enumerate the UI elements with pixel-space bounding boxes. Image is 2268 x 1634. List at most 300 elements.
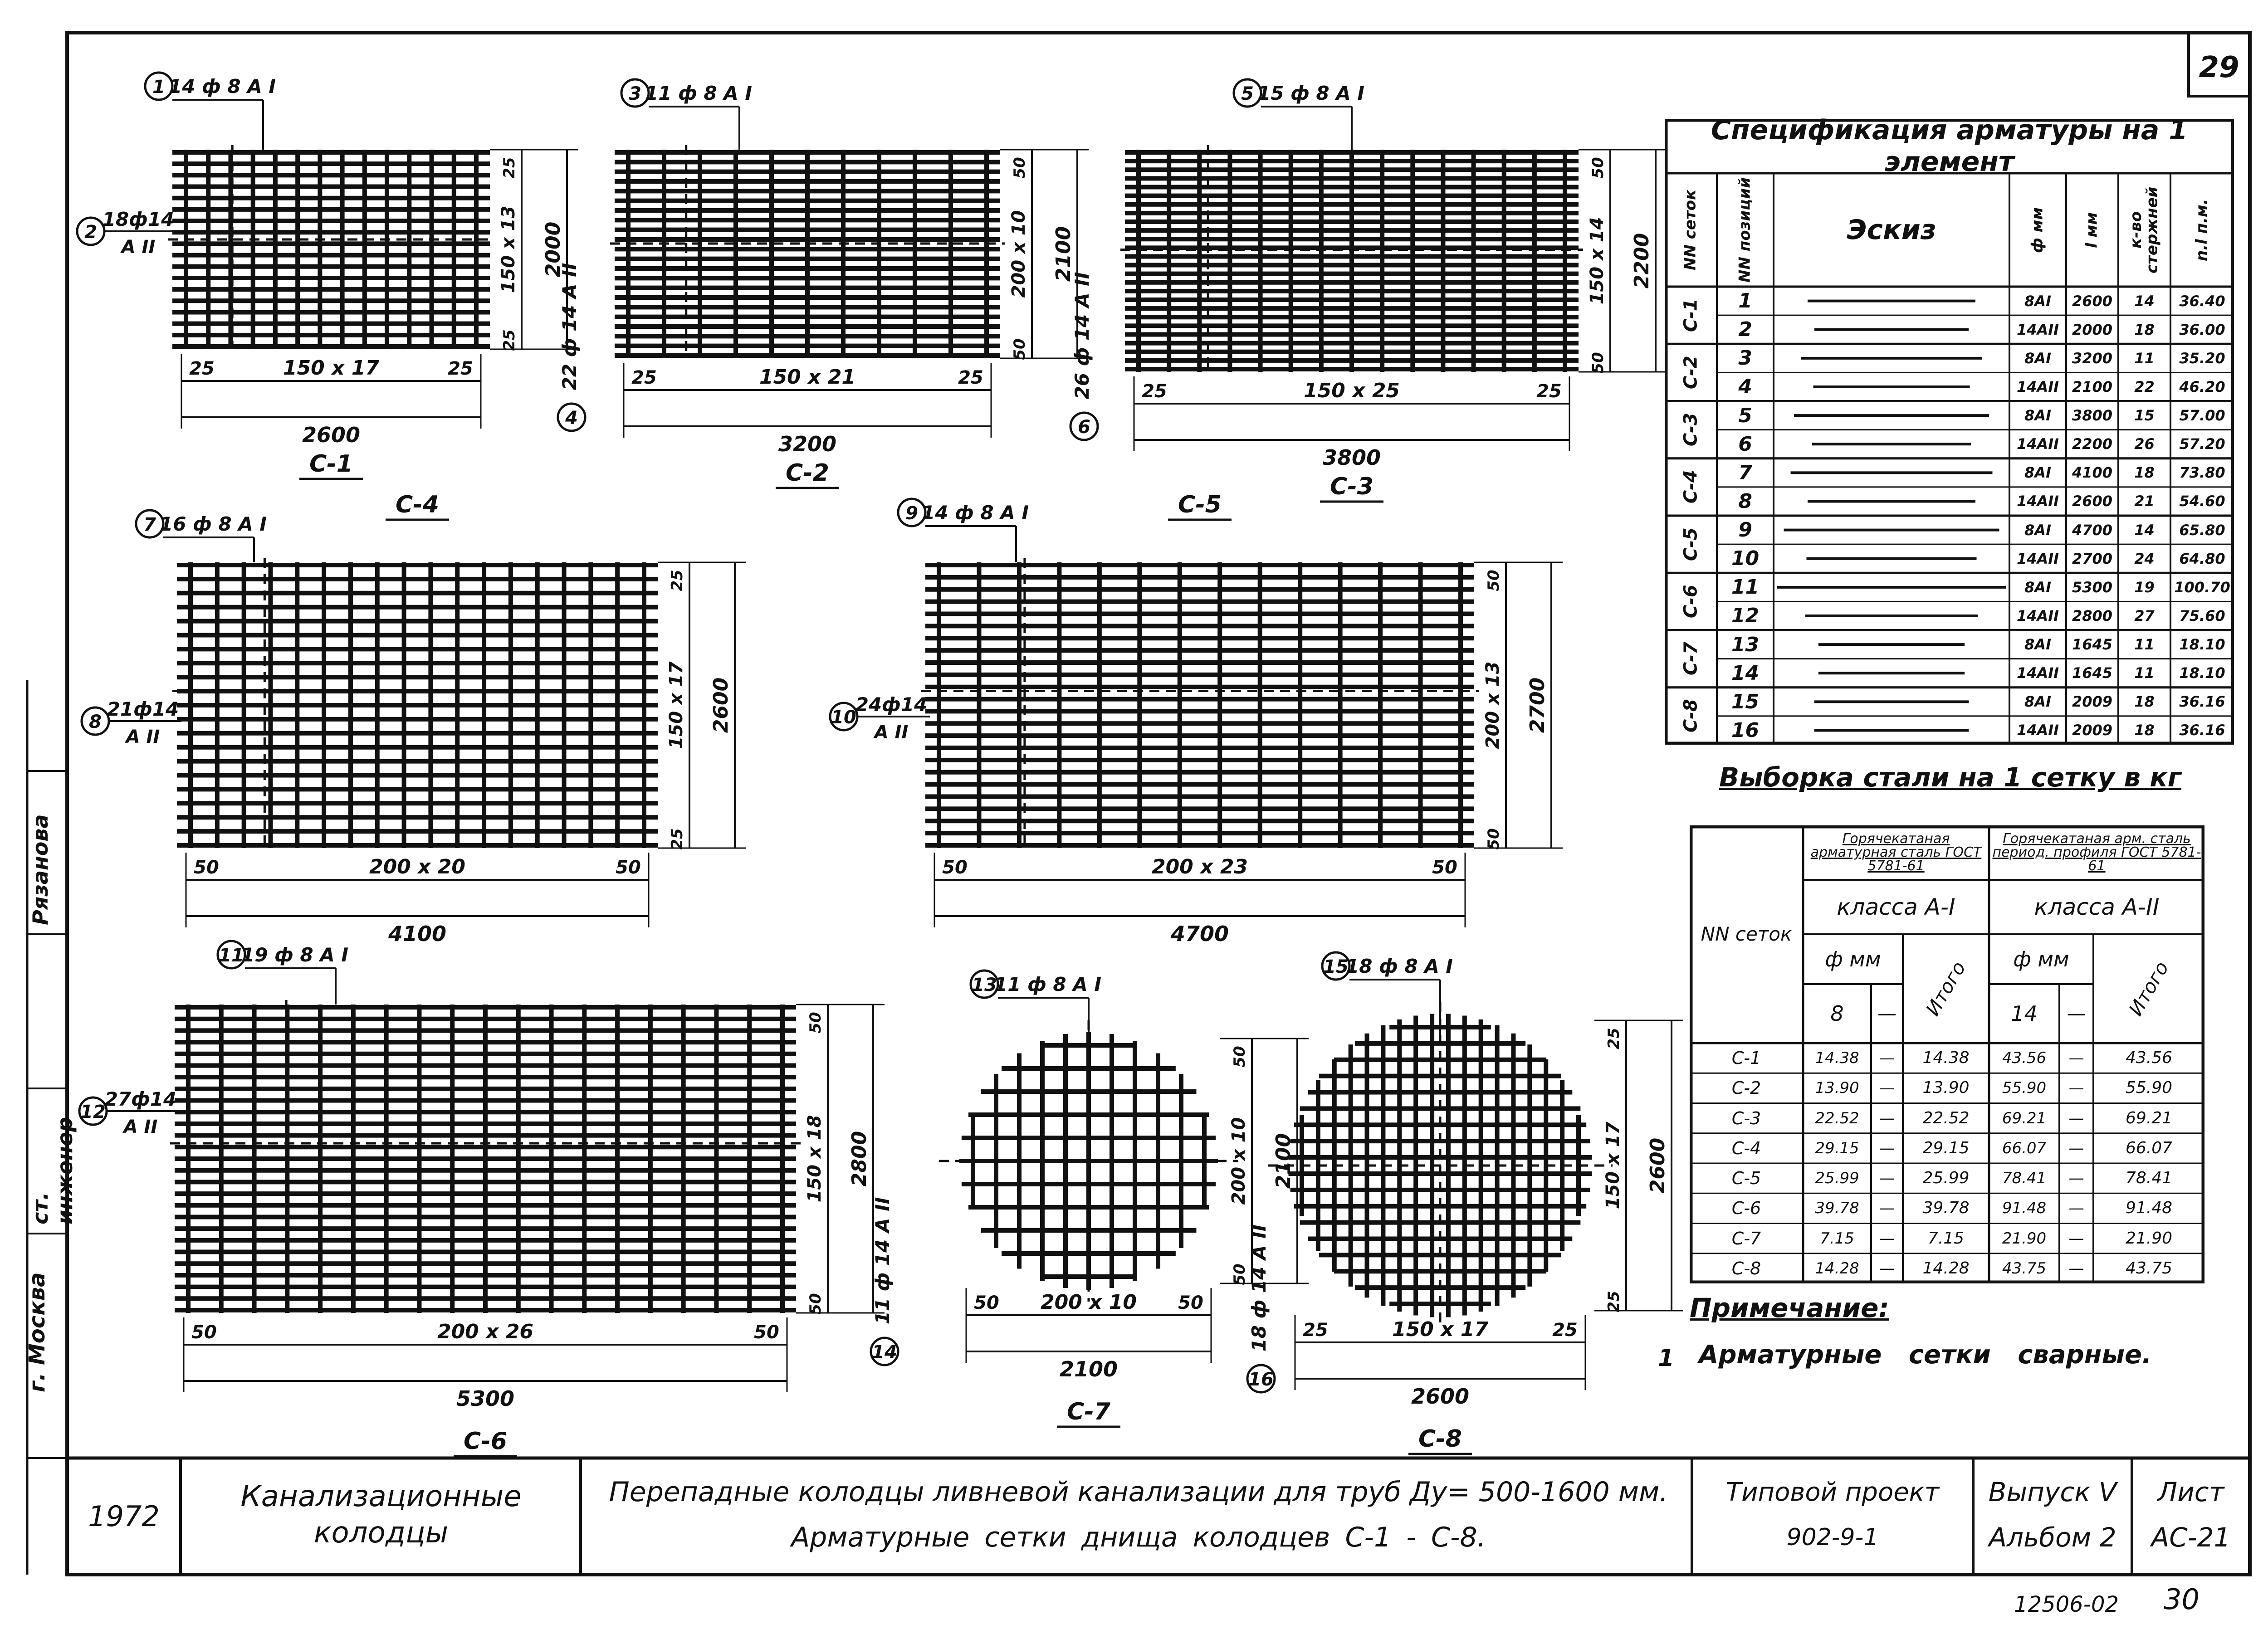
dim-height: 2000 — [542, 221, 565, 278]
steel-cell-a1: 39.78 — [1815, 1199, 1859, 1218]
note-text: Арматурные сетки сварные. — [1699, 1340, 2152, 1370]
dim-vedge-bottom: 50 — [1011, 338, 1029, 360]
dim-vedge-top: 50 — [1589, 157, 1607, 179]
spec-cell-n: 14 — [2134, 292, 2155, 310]
archive-page: 30 — [2164, 1583, 2200, 1616]
tb-title-line1: Перепадные колодцы ливневой канализации для труб Ду= 500-1600 мм. — [609, 1476, 1668, 1508]
dim-width: 3200 — [778, 432, 837, 456]
steel-cell-set: С-8 — [1731, 1258, 1761, 1278]
dim-edge-right: 50 — [616, 857, 641, 878]
spec-header-cell: ф мм — [2028, 207, 2047, 253]
spec-cell-d: 14АII — [2016, 607, 2059, 624]
spec-cell-pos: 8 — [1738, 489, 1752, 513]
steel-cell-dash: — — [1879, 1079, 1895, 1097]
position-side-label: 27ф14 — [104, 1088, 177, 1110]
dim-vedge-top: 50 — [1011, 157, 1029, 179]
dim-width: 5300 — [456, 1386, 515, 1411]
steel-header-group1: Горячекатаная арматурная сталь ГОСТ 5781-61 — [1810, 831, 1982, 874]
steel-cell-dash: — — [1879, 1229, 1895, 1248]
steel-title: Выборка стали на 1 сетку в кг — [1719, 762, 2181, 793]
spec-cell-d: 14АII — [2016, 493, 2059, 510]
steel-cell-a2-total: 43.75 — [2125, 1258, 2173, 1278]
spec-cell-n: 18 — [2134, 464, 2155, 482]
spec-cell-n: 18 — [2134, 693, 2155, 711]
steel-header-d8: 8 — [1830, 1001, 1844, 1026]
spec-cell-d: 14АII — [2016, 550, 2059, 567]
mesh-label: С-2 — [786, 459, 829, 487]
dim-width: 2100 — [1059, 1357, 1118, 1381]
steel-header-diam1: ф мм — [1825, 947, 1881, 971]
dim-span: 200 x 10 — [1040, 1291, 1137, 1314]
dim-span: 200 x 23 — [1151, 855, 1248, 878]
steel-cell-a2-total: 21.90 — [2125, 1229, 2173, 1248]
dim-vspan: 150 x 14 — [1587, 217, 1608, 305]
tb-album: Альбом 2 — [1989, 1522, 2116, 1553]
spec-cell-l: 2100 — [2072, 378, 2113, 395]
mesh-drawings — [77, 73, 1683, 1456]
dim-vedge-bottom: 50 — [1589, 352, 1607, 374]
steel-cell-set: С-1 — [1731, 1048, 1761, 1068]
spec-cell-pos: 16 — [1731, 718, 1760, 742]
dim-vedge-bottom: 50 — [807, 1293, 825, 1315]
position-number: 5 — [1241, 83, 1254, 104]
tb-project-label: Типовой проект — [1725, 1477, 1940, 1507]
spec-cell-pos: 6 — [1738, 432, 1752, 456]
position-number: 6 — [1078, 417, 1090, 438]
position-top-label: 15 ф 8 А I — [1257, 82, 1364, 104]
dim-edge-left: 25 — [631, 367, 657, 388]
dim-edge-right: 25 — [448, 358, 473, 379]
dim-edge-right: 50 — [1432, 857, 1457, 878]
steel-cell-a1: 7.15 — [1820, 1229, 1854, 1248]
spec-cell-d: 8АI — [2024, 464, 2051, 482]
steel-cell-dash: — — [2068, 1199, 2084, 1218]
spec-cell-len: 36.16 — [2179, 722, 2225, 739]
spec-cell-len: 57.20 — [2179, 435, 2225, 453]
spec-cell-l: 3200 — [2072, 349, 2113, 367]
steel-cell-a1-total: 29.15 — [1922, 1138, 1970, 1157]
spec-cell-d: 14АII — [2016, 378, 2059, 395]
spec-cell-n: 11 — [2134, 664, 2155, 682]
steel-cell-a1-total: 13.90 — [1922, 1078, 1970, 1097]
position-side-class: А II — [126, 727, 160, 747]
steel-cell-a2: 55.90 — [2002, 1079, 2047, 1097]
spec-cell-set: С-3 — [1680, 413, 1701, 447]
dim-edge-left: 25 — [1142, 381, 1167, 402]
steel-header-class1: класса А-I — [1837, 894, 1955, 920]
steel-cell-a2: 78.41 — [2002, 1169, 2047, 1188]
position-top-label: 14 ф 8 А I — [922, 502, 1029, 524]
steel-header-dash1: — — [1877, 1002, 1897, 1024]
dim-edge-left: 50 — [942, 857, 968, 878]
dim-vspan: 200 x 13 — [1482, 661, 1503, 749]
spec-cell-d: 14АII — [2016, 321, 2059, 338]
tb-title-line2: Арматурные сетки днища колодцев С-1 - С-8. — [791, 1522, 1486, 1553]
spec-cell-set: С-2 — [1680, 356, 1701, 390]
dim-width: 2600 — [1411, 1384, 1470, 1409]
steel-cell-dash: — — [1879, 1049, 1895, 1068]
steel-cell-dash: — — [2068, 1109, 2084, 1127]
steel-cell-dash: — — [1879, 1109, 1895, 1127]
steel-header-total2: Итого — [2124, 957, 2173, 1020]
dim-edge-left: 50 — [974, 1293, 999, 1313]
position-side-label: 24ф14 — [855, 693, 928, 716]
spec-cell-l: 4100 — [2072, 464, 2113, 482]
position-top-label: 16 ф 8 А I — [160, 513, 267, 535]
dim-width: 2600 — [302, 423, 361, 447]
tb-year: 1972 — [88, 1500, 160, 1533]
steel-cell-a2-total: 66.07 — [2125, 1138, 2173, 1157]
steel-header-dash2: — — [2067, 1002, 2086, 1024]
position-number: 3 — [629, 83, 641, 104]
note-title: Примечание: — [1690, 1293, 1889, 1323]
steel-cell-set: С-3 — [1731, 1108, 1761, 1128]
steel-cell-a2-total: 43.56 — [2125, 1049, 2173, 1068]
position-side-class: А II — [121, 237, 156, 258]
spec-cell-n: 22 — [2134, 378, 2155, 395]
position-top-label: 19 ф 8 А I — [241, 944, 348, 966]
position-side-label: 21ф14 — [107, 698, 179, 720]
spec-cell-n: 15 — [2134, 407, 2155, 424]
dim-width: 3800 — [1322, 445, 1381, 470]
dim-edge-right: 25 — [1536, 381, 1562, 402]
steel-header-class2: класса А-II — [2034, 894, 2160, 920]
dim-vspan: 200 x 10 — [1008, 210, 1029, 298]
sheet-number: 29 — [2199, 51, 2239, 84]
steel-cell-a1-total: 22.52 — [1922, 1108, 1970, 1127]
position-number: 1 — [152, 77, 165, 98]
position-number: 9 — [905, 503, 918, 524]
steel-table — [1690, 825, 2204, 1283]
dim-height: 2100 — [1272, 1133, 1295, 1189]
spec-cell-d: 8АI — [2024, 292, 2051, 310]
steel-cell-a2: 69.21 — [2002, 1109, 2047, 1127]
mesh-с-8 — [1247, 952, 1683, 1454]
spec-cell-pos: 14 — [1731, 661, 1760, 685]
spec-cell-l: 1645 — [2072, 664, 2113, 682]
steel-cell-a1-total: 7.15 — [1927, 1229, 1965, 1248]
position-number: 15 — [1323, 956, 1349, 977]
spec-cell-l: 2009 — [2072, 693, 2113, 711]
steel-cell-dash: — — [1879, 1259, 1895, 1278]
spec-header-cell: l мм — [2082, 212, 2101, 248]
position-top-label: 11 ф 8 А I — [994, 973, 1101, 995]
spec-cell-len: 65.80 — [2179, 521, 2225, 539]
steel-cell-set: С-2 — [1731, 1078, 1761, 1098]
spec-cell-pos: 13 — [1731, 633, 1760, 656]
position-number: 4 — [565, 408, 578, 429]
dim-span: 150 x 21 — [759, 366, 856, 389]
spec-cell-n: 27 — [2134, 607, 2155, 624]
position-number: 2 — [84, 222, 97, 243]
dim-edge-right: 50 — [1178, 1293, 1203, 1313]
steel-cell-dash: — — [2068, 1079, 2084, 1097]
steel-cell-a1-total: 39.78 — [1922, 1199, 1970, 1218]
position-bottom-label: 11 ф 14 А II — [871, 1197, 894, 1325]
spec-cell-set: С-5 — [1680, 527, 1701, 561]
spec-cell-d: 8АI — [2024, 407, 2051, 424]
side-name: Рязанова — [28, 814, 53, 925]
steel-header-d14: 14 — [2011, 1001, 2038, 1026]
spec-cell-n: 19 — [2134, 578, 2155, 596]
spec-cell-d: 14АII — [2016, 722, 2059, 739]
dim-span: 200 x 26 — [437, 1320, 534, 1343]
position-number: 14 — [872, 1342, 897, 1363]
steel-cell-a1: 14.28 — [1815, 1259, 1859, 1278]
dim-span: 150 x 17 — [283, 356, 380, 380]
position-side-label: 18ф14 — [102, 208, 175, 230]
steel-cell-a2-total: 55.90 — [2125, 1078, 2173, 1097]
spec-cell-l: 2200 — [2072, 435, 2113, 453]
mesh-label: С-4 — [396, 491, 439, 518]
spec-cell-set: С-8 — [1680, 699, 1701, 733]
spec-cell-len: 46.20 — [2179, 378, 2225, 395]
steel-header-group2: Горячекатаная арм. сталь период. профиля ГОСТ 5781-61 — [1992, 831, 2201, 874]
spec-cell-n: 14 — [2134, 521, 2155, 539]
steel-header-total1: Итого — [1921, 957, 1970, 1020]
spec-cell-l: 3800 — [2072, 407, 2113, 424]
spec-cell-pos: 1 — [1738, 289, 1752, 313]
dim-vspan: 150 x 17 — [1603, 1122, 1623, 1210]
spec-cell-pos: 12 — [1731, 604, 1760, 628]
spec-cell-len: 18.10 — [2179, 664, 2225, 682]
steel-cell-a2: 21.90 — [2002, 1229, 2047, 1248]
dim-height: 2700 — [1526, 677, 1549, 733]
steel-cell-set: С-6 — [1731, 1198, 1761, 1219]
position-bottom-label: 18 ф 14 А II — [1248, 1224, 1270, 1352]
spec-cell-pos: 3 — [1738, 346, 1752, 370]
steel-cell-dash: — — [2068, 1169, 2084, 1188]
steel-cell-dash: — — [2068, 1139, 2084, 1157]
spec-header-cell: Эскиз — [1847, 214, 1936, 246]
steel-cell-a2: 43.56 — [2002, 1049, 2047, 1068]
spec-cell-len: 36.40 — [2179, 292, 2225, 310]
side-role: ст. инженер — [28, 1117, 77, 1224]
dim-height: 2600 — [709, 677, 733, 733]
spec-cell-set: С-4 — [1680, 470, 1701, 504]
dim-vspan: 200 x 10 — [1228, 1117, 1249, 1205]
steel-cell-a2-total: 78.41 — [2125, 1169, 2173, 1188]
spec-header-cell: к-во стержней — [2126, 186, 2161, 273]
spec-cell-d: 8АI — [2024, 349, 2051, 367]
steel-cell-dash: — — [2068, 1259, 2084, 1278]
steel-cell-a1-total: 14.28 — [1922, 1258, 1970, 1278]
spec-cell-pos: 11 — [1731, 576, 1760, 599]
dim-vspan: 150 x 17 — [666, 661, 687, 749]
mesh-label: С-3 — [1330, 473, 1374, 500]
steel-cell-a2: 43.75 — [2002, 1259, 2047, 1278]
spec-cell-l: 2009 — [2072, 722, 2113, 739]
position-top-label: 14 ф 8 А I — [169, 75, 276, 98]
dim-vedge-bottom: 25 — [668, 828, 686, 850]
position-top-label: 11 ф 8 А I — [645, 82, 752, 104]
note-item-number: 1 — [1658, 1345, 1675, 1372]
dim-edge-left: 50 — [194, 857, 219, 878]
dim-vedge-top: 25 — [668, 570, 686, 591]
steel-cell-set: С-5 — [1731, 1168, 1761, 1189]
mesh-label: С-5 — [1178, 491, 1222, 518]
dim-span: 150 x 17 — [1392, 1318, 1489, 1341]
steel-header-sets: NN сеток — [1701, 923, 1792, 945]
tb-category: Канализационные колодцы — [240, 1480, 522, 1550]
spec-cell-set: С-6 — [1680, 585, 1701, 619]
dim-edge-left: 25 — [1303, 1320, 1328, 1341]
mesh-с-7 — [871, 971, 1309, 1427]
spec-cell-len: 64.80 — [2179, 550, 2225, 567]
spec-cell-l: 1645 — [2072, 636, 2113, 654]
dim-height: 2800 — [848, 1131, 871, 1187]
position-number: 7 — [143, 514, 156, 535]
dim-vspan: 150 x 13 — [498, 205, 519, 293]
spec-cell-set: С-1 — [1680, 298, 1701, 332]
position-side-class: А II — [874, 722, 909, 743]
spec-cell-n: 18 — [2134, 321, 2155, 338]
spec-cell-pos: 7 — [1738, 461, 1752, 484]
mesh-с-6 — [79, 941, 885, 1456]
steel-cell-a1: 14.38 — [1815, 1049, 1859, 1068]
spec-cell-l: 2800 — [2072, 607, 2113, 624]
mesh-label: С-1 — [309, 450, 353, 478]
spec-cell-len: 36.00 — [2179, 321, 2225, 338]
spec-cell-d: 14АII — [2016, 664, 2059, 682]
dim-height: 2600 — [1646, 1137, 1669, 1194]
spec-cell-d: 8АI — [2024, 636, 2051, 654]
dim-edge-right: 50 — [754, 1322, 779, 1343]
dim-vedge-top: 50 — [1485, 570, 1503, 591]
spec-cell-l: 5300 — [2072, 578, 2113, 596]
steel-cell-dash: — — [2068, 1049, 2084, 1068]
spec-cell-d: 14АII — [2016, 435, 2059, 453]
spec-cell-pos: 5 — [1738, 404, 1752, 427]
spec-cell-l: 4700 — [2072, 521, 2113, 539]
dim-vedge-top: 25 — [500, 157, 518, 179]
spec-cell-len: 36.16 — [2179, 693, 2225, 711]
dim-vedge-bottom: 25 — [1605, 1291, 1623, 1312]
dim-edge-left: 25 — [189, 358, 215, 379]
steel-cell-set: С-7 — [1731, 1228, 1761, 1249]
steel-cell-dash: — — [2068, 1229, 2084, 1248]
steel-cell-dash: — — [1879, 1169, 1895, 1188]
position-top-label: 18 ф 8 А I — [1346, 955, 1453, 977]
steel-cell-a1: 22.52 — [1815, 1109, 1859, 1127]
position-number: 12 — [80, 1102, 106, 1122]
mesh-label: С-7 — [1067, 1398, 1110, 1425]
spec-cell-l: 2700 — [2072, 550, 2113, 567]
dim-vedge-top: 25 — [1605, 1028, 1623, 1049]
spec-cell-pos: 15 — [1731, 690, 1760, 713]
steel-cell-a1: 13.90 — [1815, 1079, 1859, 1097]
steel-cell-a2-total: 69.21 — [2125, 1108, 2173, 1127]
position-number: 13 — [972, 975, 997, 995]
steel-cell-a1-total: 25.99 — [1922, 1169, 1970, 1188]
position-number: 11 — [219, 945, 244, 966]
tb-issue: Выпуск V — [1988, 1477, 2117, 1507]
steel-cell-a2: 91.48 — [2002, 1199, 2047, 1218]
side-city: г. Москва — [24, 1272, 50, 1392]
spec-cell-n: 11 — [2134, 636, 2155, 654]
steel-cell-a1-total: 14.38 — [1922, 1049, 1970, 1068]
spec-table — [1665, 114, 2234, 745]
mesh-с-4 — [82, 491, 746, 946]
spec-cell-len: 100.70 — [2174, 578, 2230, 596]
spec-cell-n: 11 — [2134, 349, 2155, 367]
spec-cell-len: 57.00 — [2179, 407, 2225, 424]
archive-stamp: 12506-02 — [2014, 1592, 2119, 1617]
spec-cell-pos: 2 — [1738, 318, 1752, 341]
steel-header-diam2: ф мм — [2013, 947, 2069, 971]
dim-height: 2200 — [1630, 233, 1653, 289]
mesh-с-3 — [1120, 79, 1667, 502]
dim-span: 200 x 20 — [369, 855, 466, 878]
steel-cell-a2: 66.07 — [2002, 1139, 2047, 1157]
mesh-label: С-8 — [1418, 1425, 1462, 1453]
spec-cell-l: 2600 — [2072, 493, 2113, 510]
mesh-с-5 — [830, 491, 1563, 946]
spec-cell-l: 2000 — [2072, 321, 2113, 338]
position-side-class: А II — [123, 1117, 158, 1137]
spec-cell-len: 18.10 — [2179, 636, 2225, 654]
dim-edge-left: 50 — [191, 1322, 217, 1343]
tb-sheet-code: АС-21 — [2151, 1522, 2231, 1553]
steel-cell-dash: — — [1879, 1199, 1895, 1218]
mesh-с-2 — [610, 79, 1098, 488]
spec-cell-l: 2600 — [2072, 292, 2113, 310]
spec-cell-n: 26 — [2134, 435, 2155, 453]
position-number: 10 — [831, 707, 856, 728]
dim-height: 2100 — [1052, 226, 1075, 282]
dim-edge-right: 25 — [958, 367, 983, 388]
spec-cell-d: 8АI — [2024, 578, 2051, 596]
tb-sheet-label: Лист — [2157, 1477, 2224, 1507]
spec-cell-pos: 4 — [1738, 375, 1752, 399]
spec-cell-d: 8АI — [2024, 693, 2051, 711]
dim-width: 4100 — [388, 922, 447, 946]
spec-title: Спецификация арматуры на 1 элемент — [1711, 114, 2188, 178]
steel-cell-set: С-4 — [1731, 1138, 1761, 1158]
mesh-label: С-6 — [464, 1428, 507, 1455]
position-number: 16 — [1248, 1369, 1274, 1390]
spec-cell-n: 21 — [2134, 493, 2155, 510]
dim-vedge-top: 50 — [1231, 1046, 1249, 1068]
spec-header-cell: n.l п.м. — [2193, 199, 2211, 261]
spec-cell-len: 35.20 — [2179, 349, 2225, 367]
spec-cell-len: 54.60 — [2179, 493, 2225, 510]
position-number: 8 — [89, 712, 102, 732]
tb-project-number: 902-9-1 — [1786, 1524, 1879, 1551]
steel-cell-a1: 29.15 — [1815, 1139, 1859, 1157]
position-bottom-label: 22 ф 14 А II — [558, 263, 581, 390]
spec-cell-set: С-7 — [1680, 642, 1701, 676]
dim-vedge-bottom: 50 — [1231, 1263, 1249, 1285]
dim-edge-right: 25 — [1552, 1320, 1578, 1341]
dim-vedge-bottom: 25 — [500, 329, 518, 351]
spec-cell-len: 73.80 — [2179, 464, 2225, 482]
dim-width: 4700 — [1170, 922, 1229, 946]
spec-header-cell: NN сеток — [1681, 189, 1700, 271]
steel-cell-a1: 25.99 — [1815, 1169, 1859, 1188]
dim-span: 150 x 25 — [1303, 379, 1400, 402]
spec-cell-n: 18 — [2134, 722, 2155, 739]
dim-vedge-top: 50 — [807, 1012, 825, 1034]
spec-cell-d: 8АI — [2024, 521, 2051, 539]
mesh-с-1 — [77, 73, 585, 479]
dim-vedge-bottom: 50 — [1485, 828, 1503, 850]
spec-header-cell: NN позиций — [1735, 177, 1754, 283]
position-bottom-label: 26 ф 14 А II — [1071, 272, 1093, 400]
steel-cell-dash: — — [1879, 1139, 1895, 1157]
spec-cell-pos: 10 — [1731, 547, 1760, 571]
spec-cell-len: 75.60 — [2179, 607, 2225, 624]
